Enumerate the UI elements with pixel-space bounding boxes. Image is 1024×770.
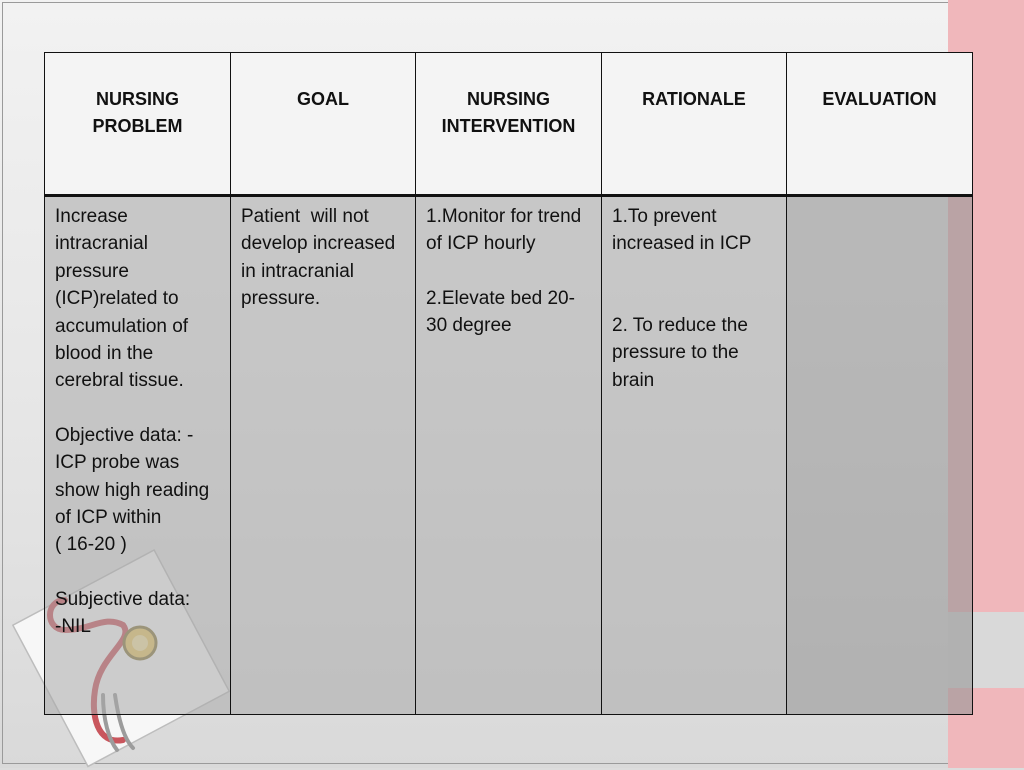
nursing-care-plan-table <box>44 52 973 715</box>
intervention-item-1: 1.Monitor for trend of ICP hourly <box>426 206 582 255</box>
table-row <box>45 196 973 715</box>
goal-text: Patient will not develop increased in intracranial pressure. <box>241 206 401 310</box>
objective-range: ( 16-20 ) <box>55 534 127 556</box>
cell-evaluation <box>787 196 973 715</box>
table-header-row <box>45 53 973 196</box>
header-goal: GOAL <box>231 53 416 196</box>
cell-nursing-intervention <box>416 196 602 715</box>
header-rationale: RATIONALE <box>602 53 787 196</box>
cell-nursing-problem <box>45 196 231 715</box>
header-evaluation: EVALUATION <box>787 53 973 196</box>
subjective-data-value: -NIL <box>55 616 91 638</box>
cell-goal <box>231 196 416 715</box>
problem-statement: Increase intracranial pressure (ICP)related to accumulation of blood in the cerebral tissue. <box>55 206 189 392</box>
rationale-item-1: 1.To prevent increased in ICP <box>612 206 752 255</box>
rationale-item-2: 2. To reduce the pressure to the brain <box>612 314 748 391</box>
header-nursing-problem: NURSING PROBLEM <box>45 53 231 196</box>
objective-data: Objective data: -ICP probe was show high reading of ICP within <box>55 424 210 529</box>
cell-rationale <box>602 196 787 715</box>
intervention-item-2: 2.Elevate bed 20-30 degree <box>426 287 575 337</box>
header-nursing-intervention: NURSING INTERVENTION <box>416 53 602 196</box>
subjective-data-label: Subjective data: <box>55 588 191 610</box>
